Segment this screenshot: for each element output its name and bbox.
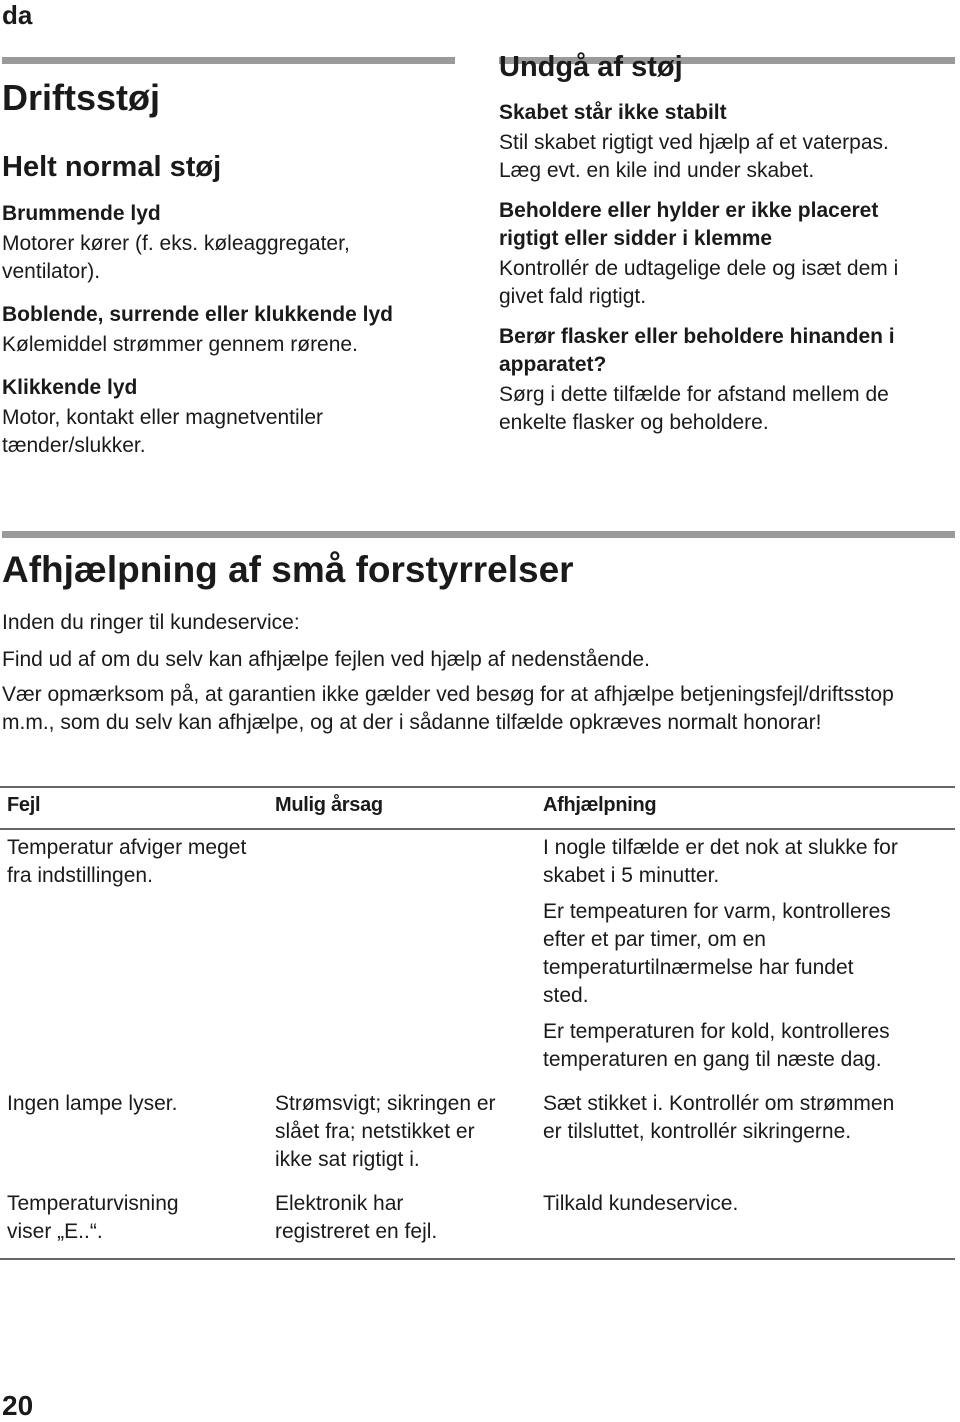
header-cause: Mulig årsag: [275, 794, 383, 816]
table-row: [0, 1186, 955, 1259]
noise-heading: Klikkende lyd: [2, 376, 138, 399]
section-title-avoid-noise: Undgå af støj: [499, 51, 683, 83]
language-code: da: [2, 0, 33, 30]
table-header-row: [0, 787, 955, 829]
paragraph-warranty: Vær opmærksom på, at garantien ikke gælder ved besøg for at afhjælpe betjeningsfejl/driftsstop m.m., som du selv kan afhjælpe, og at der i sådanne tilfælde opkræves normalt honorar!: [2, 683, 894, 734]
avoid-text: Stil skabet rigtigt ved hjælp af et vaterpas. Læg evt. en kile ind under skabet.: [499, 131, 889, 182]
section-rule-full: [2, 531, 955, 538]
avoid-text: Sørg i dette tilfælde for afstand mellem de enkelte flasker og beholdere.: [499, 383, 889, 434]
table-row: [0, 1086, 955, 1186]
noise-heading: Boblende, surrende eller klukkende lyd: [2, 303, 393, 326]
cell-cause: [268, 1086, 536, 1186]
page-number: 20: [2, 1390, 34, 1421]
troubleshooting-table: [0, 786, 955, 1260]
noise-heading: Brummende lyd: [2, 202, 161, 225]
table-row: [0, 829, 955, 1086]
noise-text: Motorer kører (f. eks. køleaggregater, ventilator).: [2, 232, 350, 283]
paragraph-find-out: Find ud af om du selv kan afhjælpe fejlen ved hjælp af nedenstående.: [2, 648, 650, 671]
cell-fault: [0, 1186, 268, 1259]
section-subtitle: Helt normal støj: [2, 151, 222, 183]
avoid-heading: Beholdere eller hylder er ikke placeret rigtigt eller sidder i klemme: [499, 199, 879, 250]
section-rule-left: [2, 57, 455, 64]
remedy-text: Er tempeaturen for varm, kontrolleres efter et par timer, om en temperaturtilnærmelse har fundet sted.: [543, 900, 891, 1007]
header-remedy: Afhjælpning: [543, 794, 657, 816]
remedy-text: Er temperaturen for kold, kontrolleres temperaturen en gang til næste dag.: [543, 1020, 890, 1071]
cell-fault: [0, 829, 268, 1086]
normal-noise-list: [2, 200, 442, 460]
fault-text: Temperatur afviger meget fra indstillingen.: [7, 836, 247, 887]
cell-fault: Ingen lampe lyser.: [7, 1092, 178, 1115]
header-fault: Fejl: [7, 794, 41, 816]
page-title: Driftsstøj: [2, 77, 161, 118]
avoid-heading: Berør flasker eller beholdere hinanden i apparatet?: [499, 325, 895, 376]
avoid-text: Kontrollér de udtagelige dele og isæt dem i givet fald rigtigt.: [499, 257, 899, 308]
cell-remedy: [536, 829, 955, 1086]
cell-remedy: [536, 1086, 955, 1186]
troubleshooting-title: Afhjælpning af små forstyrrelser: [2, 549, 574, 590]
cell-remedy: Tilkald kundeservice.: [543, 1192, 739, 1215]
noise-text: Kølemiddel strømmer gennem rørene.: [2, 333, 358, 356]
cell-cause: [268, 1186, 536, 1259]
remedy-text: Sæt stikket i. Kontrollér om strømmen er tilsluttet, kontrollér sikringerne.: [543, 1092, 895, 1143]
avoid-heading: Skabet står ikke stabilt: [499, 101, 727, 124]
cell-cause: [268, 829, 536, 1086]
fault-text: Temperaturvisning viser „E..“.: [7, 1192, 179, 1243]
avoid-noise-list: [499, 99, 919, 437]
intro-text: Inden du ringer til kundeservice:: [2, 611, 300, 634]
cause-text: Elektronik har registreret en fejl.: [275, 1192, 438, 1243]
noise-text: Motor, kontakt eller magnetventiler tænder/slukker.: [2, 406, 323, 457]
cause-text: Strømsvigt; sikringen er slået fra; netstikket er ikke sat rigtigt i.: [275, 1092, 496, 1171]
remedy-text: I nogle tilfælde er det nok at slukke for skabet i 5 minutter.: [543, 836, 898, 887]
